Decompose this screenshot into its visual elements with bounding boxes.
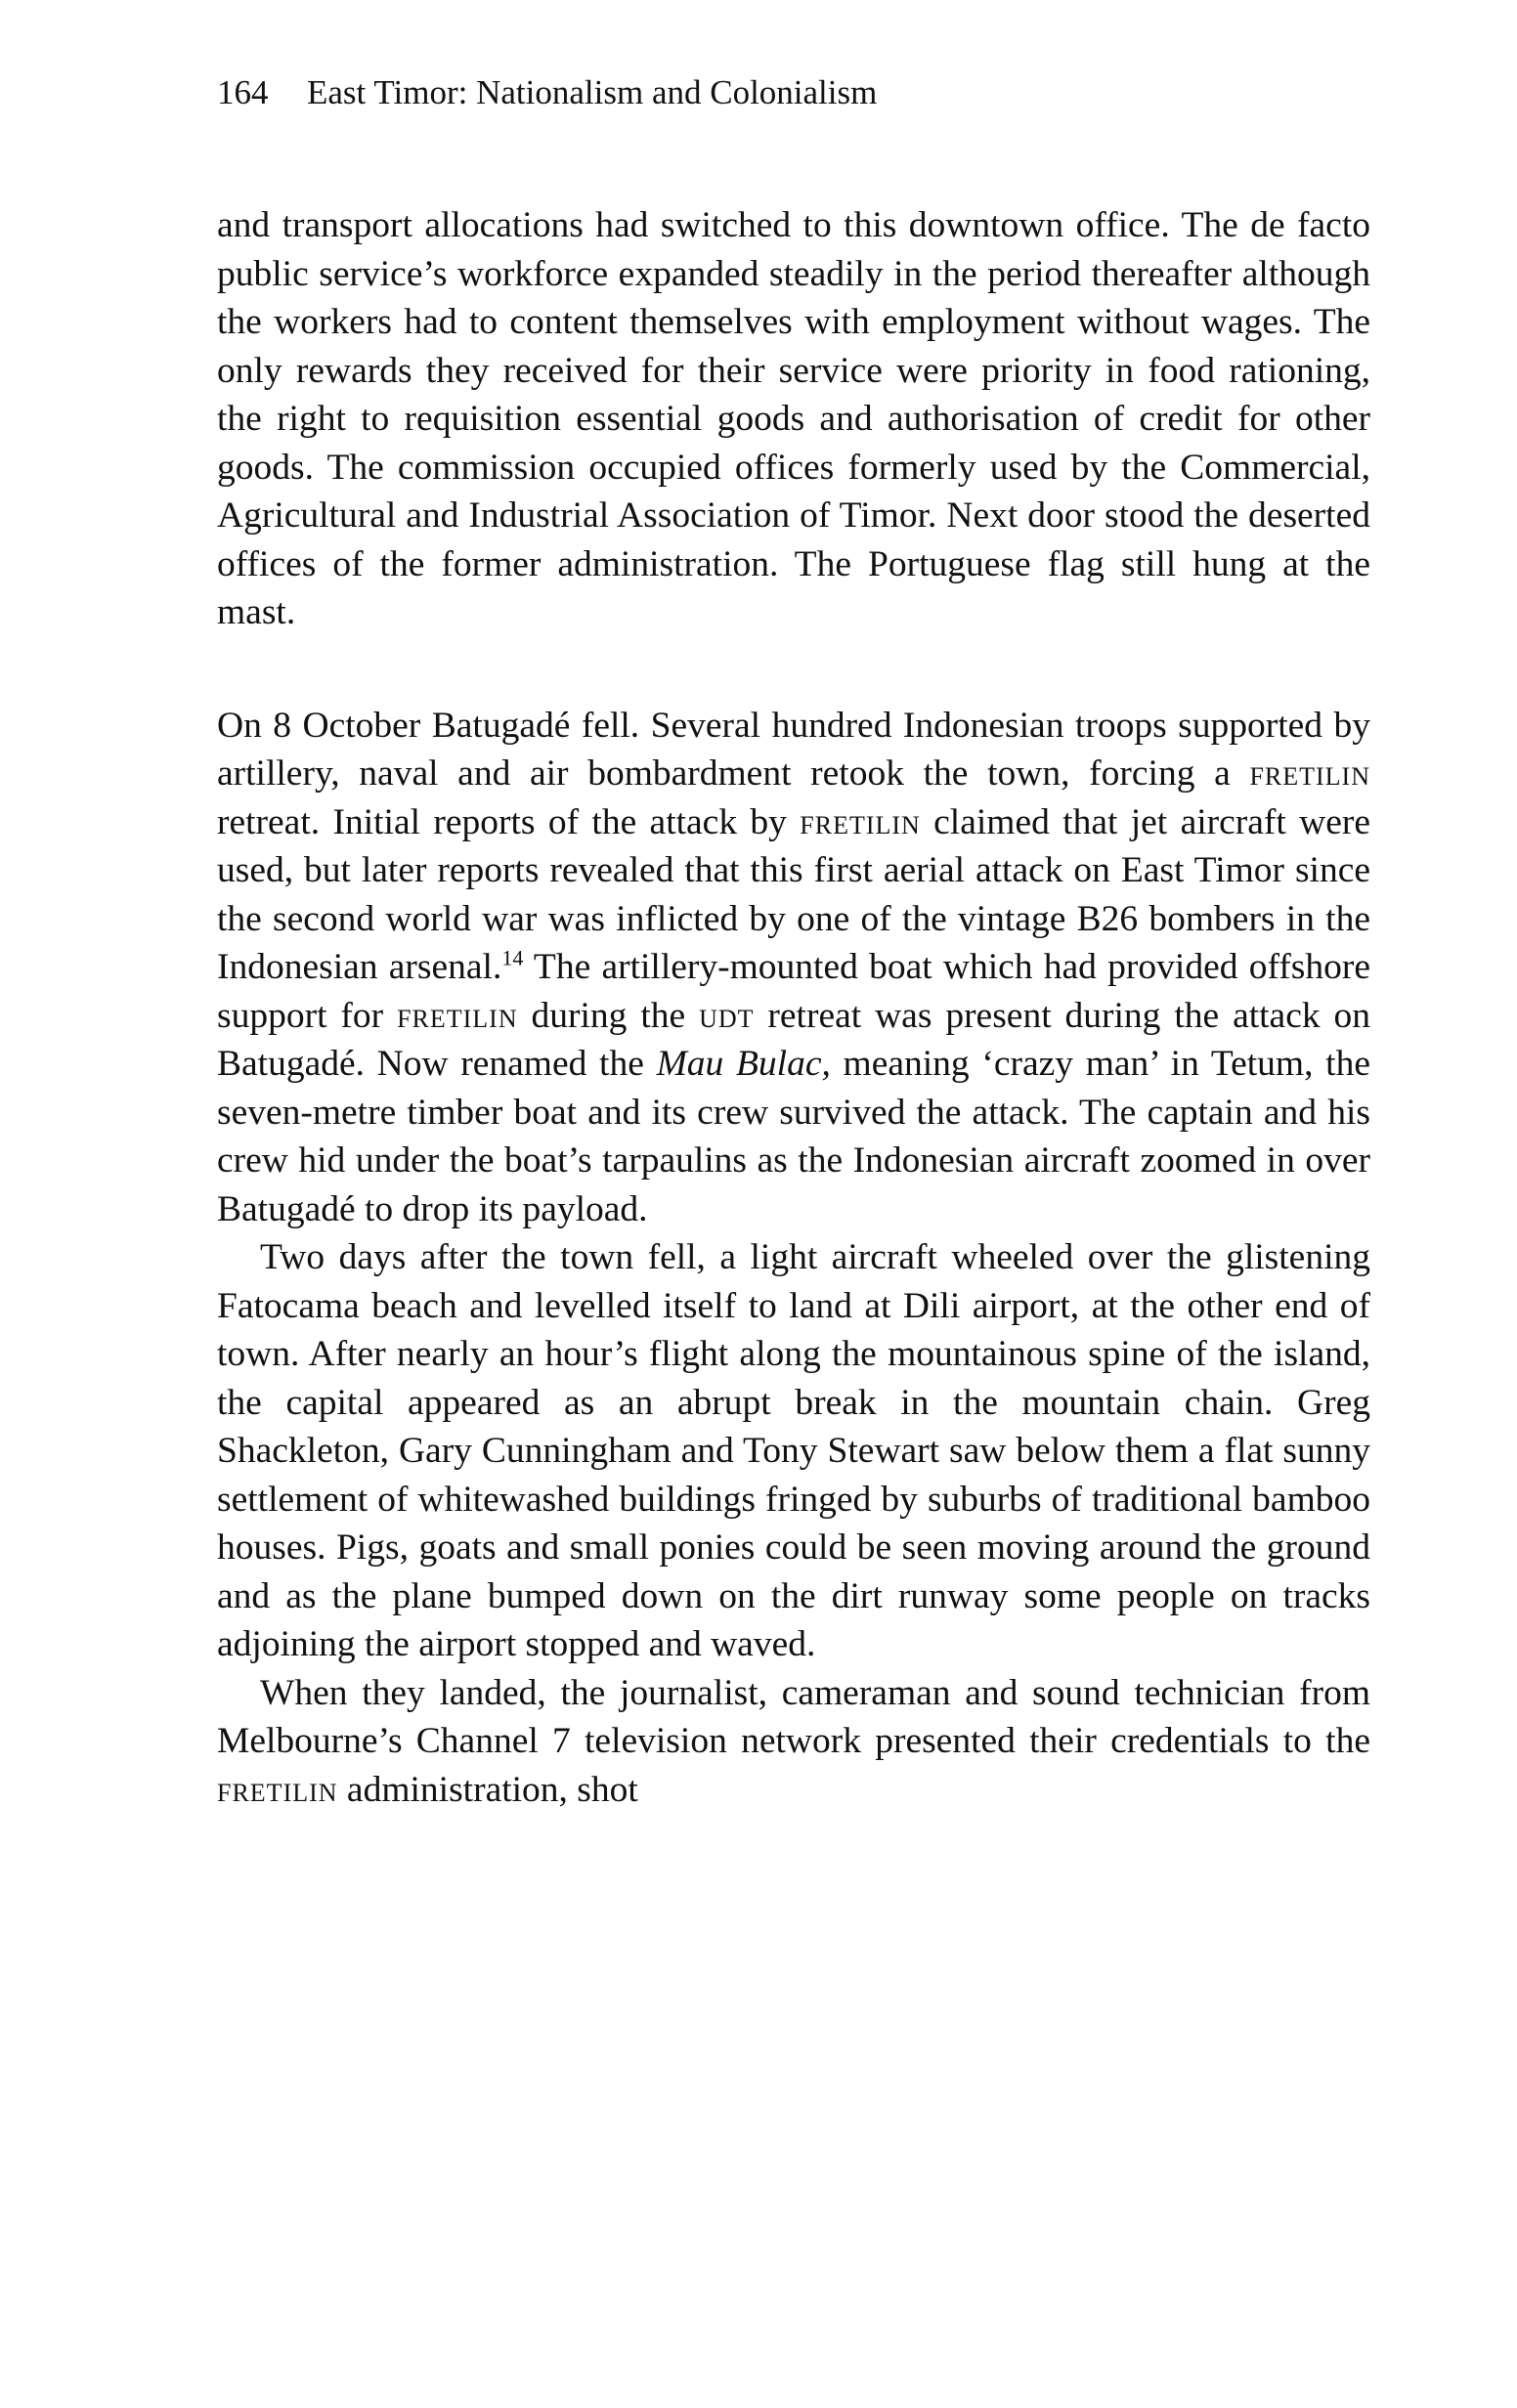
text-run: administration, shot (337, 1769, 638, 1810)
paragraph (217, 1669, 1370, 1815)
book-page (217, 68, 1370, 1814)
small-caps-text: fretilin (800, 801, 921, 842)
text-run: The artillery-mounted boat which had provided offshore support for (217, 947, 1370, 1036)
running-title: East Timor: Nationalism and Colonialism (307, 73, 878, 111)
small-caps-text: fretilin (217, 1769, 338, 1810)
small-caps-text: udt (699, 995, 755, 1036)
page-number: 164 (217, 73, 269, 111)
text-run: retreat was present during the attack on Batugadé. Now renamed the (217, 995, 1370, 1084)
text-run: When they landed, the journalist, cameraman and sound technician from Melbourne’s Channel 7 television network presented their credentials to the (217, 1672, 1370, 1761)
paragraph (217, 702, 1370, 1234)
italic-text: Mau Bulac, (656, 1044, 831, 1084)
text-run: claimed that jet aircraft were used, but later reports revealed that this first aerial attack on East Timor since the second world war was inflicted by one of the vintage B26 bombers in the Indonesian arsenal. (217, 801, 1370, 987)
text-run: retreat. Initial reports of the attack by (217, 801, 801, 842)
paragraph (217, 1233, 1370, 1669)
text-run: On 8 October Batugadé fell. Several hundred Indonesian troops supported by artillery, naval and air bombardment retook the town, forcing a (217, 705, 1370, 794)
text-run: and transport allocations had switched to this downtown office. The de facto public service’s workforce expanded steadily in the period thereafter although the workers had to content themselves with employment without wages. The only rewards they received for their service were priority in food rationing, the right to requisition essential goods and authorisation of credit for other goods. The commission occupied offices formerly used by the Commercial, Agricultural and Industrial Association of Timor. Next door stood the deserted offices of the former administration. The Portuguese flag still hung at the mast. (217, 205, 1370, 632)
footnote-ref: 14 (501, 945, 524, 970)
paragraph (217, 201, 1370, 637)
text-run: during the (517, 995, 700, 1036)
text-run: Two days after the town fell, a light aircraft wheeled over the glistening Fatocama beach and levelled itself to land at Dili airport, at the other end of town. After nearly an hour’s flight along the mountainous spine of the island, the capital appeared as an abrupt break in the mountain chain. Greg Shackleton, Gary Cunningham and Tony Stewart saw below them a flat sunny settlement of whitewashed buildings fringed by suburbs of traditional bamboo houses. Pigs, goats and small ponies could be seen moving around the ground and as the plane bumped down on the dirt runway some people on tracks adjoining the airport stopped and waved. (217, 1237, 1370, 1664)
small-caps-text: fretilin (1249, 753, 1370, 794)
small-caps-text: fretilin (397, 995, 518, 1036)
running-head (217, 68, 1370, 117)
text-run: meaning ‘crazy man’ in Tetum, the seven-metre timber boat and its crew survived the attack. The captain and his crew hid under the boat’s tarpaulins as the Indonesian aircraft zoomed in over Batugadé to drop its payload. (217, 1044, 1370, 1229)
